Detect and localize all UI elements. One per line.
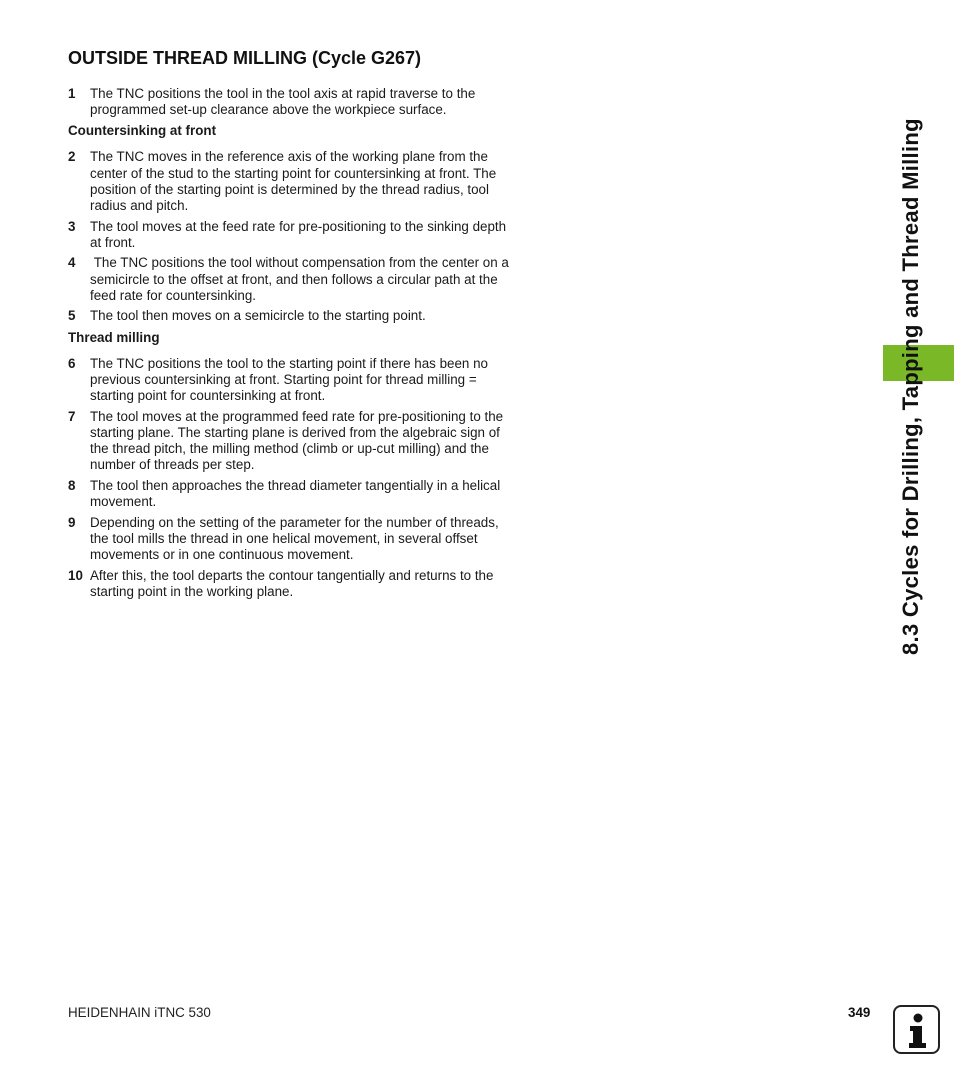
page-number: 349 (848, 1005, 871, 1020)
page-title: OUTSIDE THREAD MILLING (Cycle G267) (68, 48, 422, 68)
step-number: 9 (68, 514, 76, 530)
step-4 (68, 255, 513, 304)
chapter-side-title: 8.3 Cycles for Drilling, Tapping and Thread Milling (898, 118, 923, 655)
step-number: 7 (68, 408, 76, 424)
step-text: The tool moves at the programmed feed rate for pre-positioning to the starting plane. The starting plane is derived from the algebraic sign of the thread pitch, the milling method (climb or up-cut milling) and the number of threads per step. (90, 408, 504, 473)
step-text: The TNC moves in the reference axis of the working plane from the center of the stud to the starting point for countersinking at front. The position of the starting point is determined by the thread radius, tool radius and pitch. (90, 149, 497, 214)
info-icon (893, 1005, 940, 1054)
step-number: 8 (68, 477, 76, 493)
intro-steps (68, 86, 513, 118)
subheading-thread-milling: Thread milling (68, 329, 160, 345)
cycle-description (68, 86, 513, 604)
info-glyph (895, 1007, 938, 1052)
subheading-countersinking: Countersinking at front (68, 123, 217, 139)
step-6 (68, 356, 513, 405)
step-3 (68, 219, 513, 251)
step-text: The tool then approaches the thread diameter tangentially in a helical movement. (90, 477, 501, 510)
step-text: The tool then moves on a semicircle to the starting point. (90, 308, 426, 324)
step-number: 1 (68, 86, 76, 101)
step-text: The TNC positions the tool without compensation from the center on a semicircle to the offset at front, and then follows a circular path at the feed rate for countersinking. (90, 255, 513, 303)
step-1 (68, 86, 513, 118)
countersinking-section (68, 123, 513, 324)
step-number: 10 (68, 567, 83, 583)
step-5 (68, 308, 513, 324)
step-text: After this, the tool departs the contour tangentially and returns to the starting point in the working plane. (90, 567, 494, 599)
footer-product-name: HEIDENHAIN iTNC 530 (68, 1005, 211, 1020)
step-number: 2 (68, 149, 76, 165)
thread-milling-section (68, 330, 513, 600)
step-9 (68, 515, 513, 564)
step-text: Depending on the setting of the parameter for the number of threads, the tool mills the thread in one helical movement, in several offset movements or in one continuous movement. (90, 514, 499, 563)
step-number: 4 (68, 255, 76, 271)
step-10 (68, 568, 513, 600)
step-7 (68, 409, 513, 474)
step-number: 6 (68, 355, 76, 371)
step-number: 5 (68, 308, 76, 324)
step-text: The TNC positions the tool in the tool axis at rapid traverse to the programmed set-up clearance above the workpiece surface. (90, 86, 476, 118)
step-2 (68, 149, 513, 214)
step-number: 3 (68, 218, 76, 234)
step-8 (68, 478, 513, 510)
step-text: The tool moves at the feed rate for pre-positioning to the sinking depth at front. (90, 218, 507, 250)
step-text: The TNC positions the tool to the starting point if there has been no previous countersinking at front. Starting point for thread milling = starting point for countersinking at front. (90, 355, 488, 404)
